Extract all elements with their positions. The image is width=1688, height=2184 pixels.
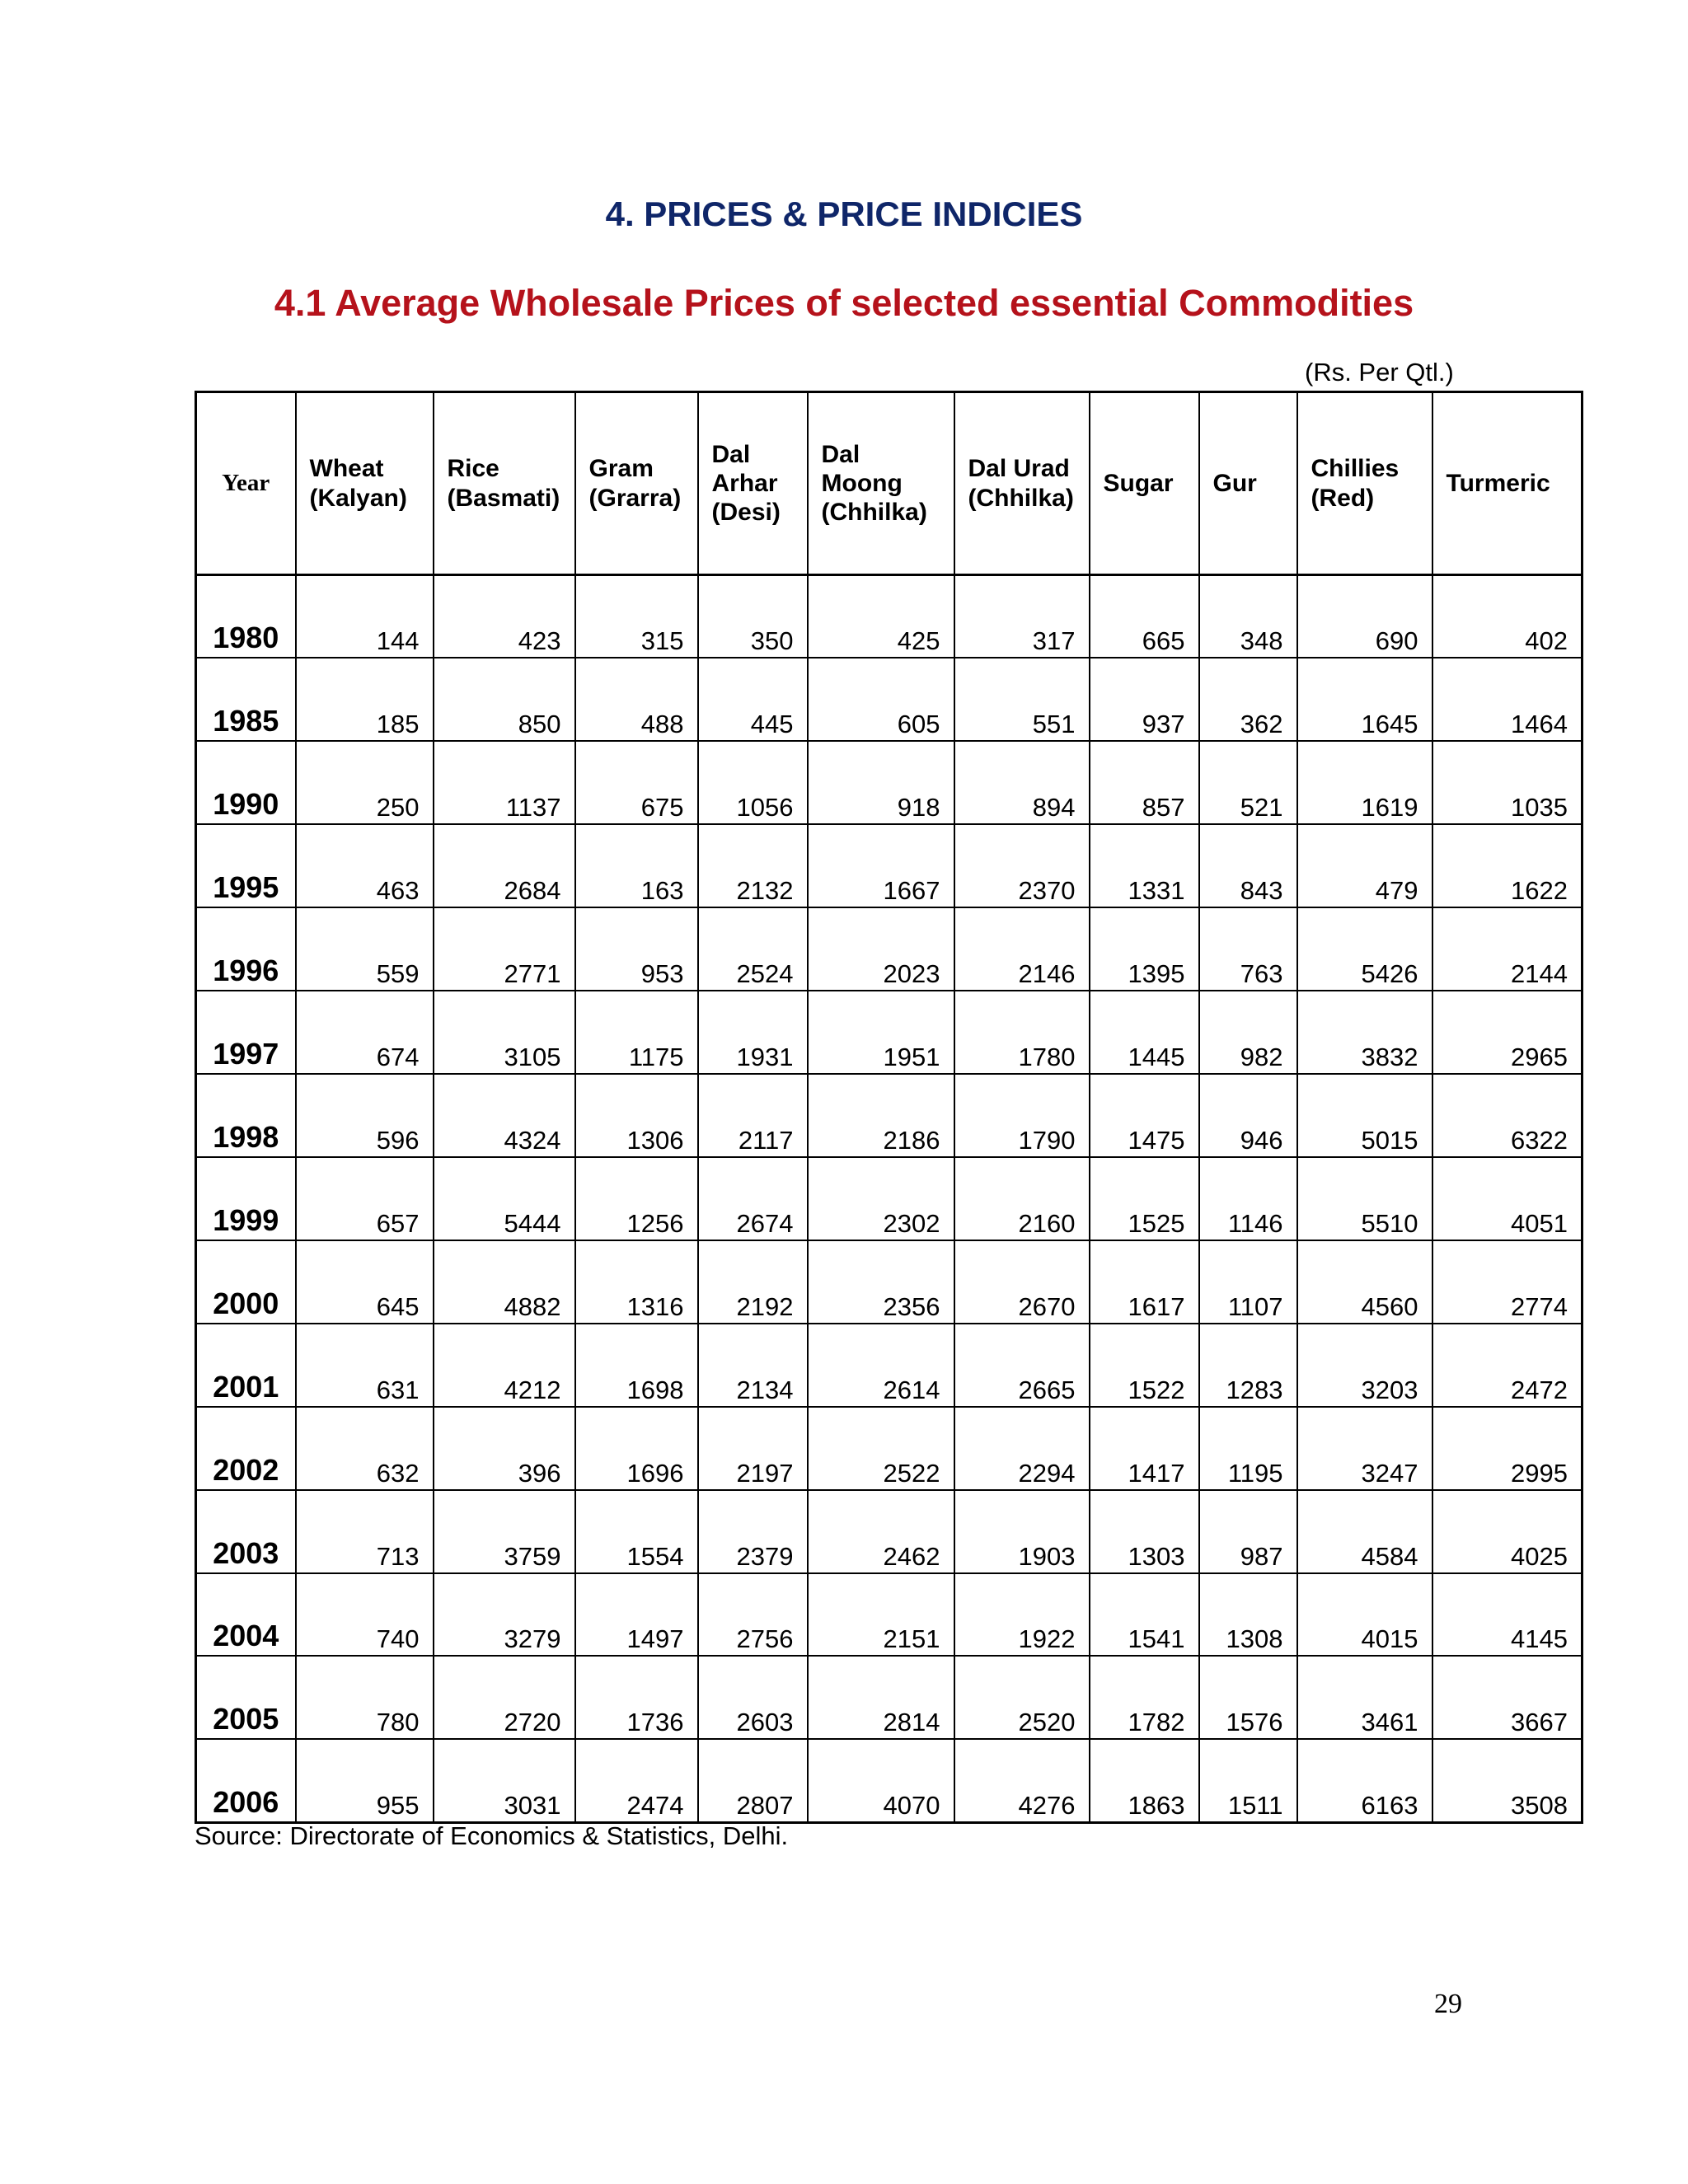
year-cell: 1997	[196, 991, 296, 1074]
price-cell: 2756	[698, 1573, 808, 1657]
price-cell: 3203	[1297, 1324, 1432, 1407]
price-cell: 1417	[1090, 1407, 1199, 1490]
price-cell: 2670	[954, 1240, 1090, 1324]
price-cell: 2614	[808, 1324, 954, 1407]
price-cell: 4882	[434, 1240, 575, 1324]
price-cell: 4025	[1432, 1490, 1582, 1573]
price-cell: 2134	[698, 1324, 808, 1407]
price-cell: 2520	[954, 1656, 1090, 1739]
price-cell: 1056	[698, 741, 808, 824]
price-cell: 1395	[1090, 907, 1199, 991]
price-cell: 1035	[1432, 741, 1582, 824]
price-cell: 2774	[1432, 1240, 1582, 1324]
price-cell: 3461	[1297, 1656, 1432, 1739]
column-header	[196, 392, 296, 575]
price-cell: 1790	[954, 1074, 1090, 1157]
price-cell: 955	[296, 1739, 434, 1822]
table-row	[196, 991, 1582, 1074]
price-cell: 713	[296, 1490, 434, 1573]
price-cell: 1316	[575, 1240, 698, 1324]
price-cell: 144	[296, 575, 434, 658]
price-cell: 1137	[434, 741, 575, 824]
column-header-line: Dal	[711, 440, 751, 468]
price-cell: 2132	[698, 824, 808, 907]
table-row	[196, 1573, 1582, 1657]
column-header	[808, 392, 954, 575]
price-cell: 2192	[698, 1240, 808, 1324]
price-cell: 2807	[698, 1739, 808, 1822]
year-cell: 2005	[196, 1656, 296, 1739]
prices-table	[195, 391, 1583, 1824]
column-header	[1432, 392, 1582, 575]
price-cell: 1511	[1199, 1739, 1297, 1822]
column-header-line: (Kalyan)	[309, 484, 407, 512]
price-cell: 1541	[1090, 1573, 1199, 1657]
price-cell: 3667	[1432, 1656, 1582, 1739]
year-cell: 2006	[196, 1739, 296, 1822]
price-cell: 2995	[1432, 1407, 1582, 1490]
price-cell: 1525	[1090, 1157, 1199, 1240]
price-cell: 2197	[698, 1407, 808, 1490]
price-cell: 4145	[1432, 1573, 1582, 1657]
price-cell: 605	[808, 658, 954, 741]
price-cell: 2023	[808, 907, 954, 991]
price-cell: 1645	[1297, 658, 1432, 741]
column-header	[954, 392, 1090, 575]
year-cell: 2000	[196, 1240, 296, 1324]
price-cell: 3759	[434, 1490, 575, 1573]
table-row	[196, 1240, 1582, 1324]
price-cell: 632	[296, 1407, 434, 1490]
price-cell: 2814	[808, 1656, 954, 1739]
price-cell: 2294	[954, 1407, 1090, 1490]
price-cell: 4015	[1297, 1573, 1432, 1657]
price-cell: 5426	[1297, 907, 1432, 991]
price-cell: 2151	[808, 1573, 954, 1657]
year-cell: 1995	[196, 824, 296, 907]
table-row	[196, 1739, 1582, 1822]
price-cell: 1780	[954, 991, 1090, 1074]
price-cell: 1617	[1090, 1240, 1199, 1324]
table-row	[196, 658, 1582, 741]
table-body	[196, 575, 1582, 1823]
price-cell: 3031	[434, 1739, 575, 1822]
price-cell: 1256	[575, 1157, 698, 1240]
price-cell: 1736	[575, 1656, 698, 1739]
price-cell: 1576	[1199, 1656, 1297, 1739]
price-cell: 6322	[1432, 1074, 1582, 1157]
price-cell: 1903	[954, 1490, 1090, 1573]
column-header-line: (Chhilka)	[821, 499, 927, 527]
page-title: 4. PRICES & PRICE INDICIES	[605, 194, 1083, 233]
price-cell: 3832	[1297, 991, 1432, 1074]
price-cell: 4584	[1297, 1490, 1432, 1573]
price-cell: 3508	[1432, 1739, 1582, 1822]
page-number: 29	[1434, 1989, 1462, 2019]
price-cell: 2144	[1432, 907, 1582, 991]
year-cell: 1985	[196, 658, 296, 741]
column-header-line: (Grarra)	[588, 484, 682, 512]
price-cell: 1863	[1090, 1739, 1199, 1822]
table-row	[196, 1490, 1582, 1573]
column-header-line: Rice	[447, 455, 499, 483]
price-cell: 2117	[698, 1074, 808, 1157]
price-cell: 348	[1199, 575, 1297, 658]
price-cell: 317	[954, 575, 1090, 658]
price-cell: 2462	[808, 1490, 954, 1573]
table-row	[196, 1157, 1582, 1240]
price-cell: 1445	[1090, 991, 1199, 1074]
price-cell: 1331	[1090, 824, 1199, 907]
column-header-line: Turmeric	[1446, 469, 1550, 497]
price-cell: 1175	[575, 991, 698, 1074]
column-header-line: Moong	[821, 469, 903, 497]
column-header-line: Sugar	[1103, 469, 1174, 497]
price-cell: 1522	[1090, 1324, 1199, 1407]
price-cell: 674	[296, 991, 434, 1074]
price-cell: 5444	[434, 1157, 575, 1240]
column-header-line: Chillies	[1311, 455, 1400, 483]
price-cell: 2674	[698, 1157, 808, 1240]
table-row	[196, 1074, 1582, 1157]
price-cell: 4212	[434, 1324, 575, 1407]
price-cell: 1698	[575, 1324, 698, 1407]
price-cell: 1303	[1090, 1490, 1199, 1573]
price-cell: 1951	[808, 991, 954, 1074]
price-cell: 1146	[1199, 1157, 1297, 1240]
price-cell: 479	[1297, 824, 1432, 907]
price-cell: 1306	[575, 1074, 698, 1157]
year-cell: 2002	[196, 1407, 296, 1490]
price-cell: 675	[575, 741, 698, 824]
column-header	[1090, 392, 1199, 575]
price-cell: 551	[954, 658, 1090, 741]
price-cell: 396	[434, 1407, 575, 1490]
column-header	[1199, 392, 1297, 575]
price-cell: 2356	[808, 1240, 954, 1324]
year-cell: 1996	[196, 907, 296, 991]
price-cell: 4051	[1432, 1157, 1582, 1240]
price-cell: 857	[1090, 741, 1199, 824]
column-header-line: Gram	[588, 455, 654, 483]
price-cell: 2472	[1432, 1324, 1582, 1407]
price-cell: 1782	[1090, 1656, 1199, 1739]
column-header-line: Gur	[1212, 469, 1257, 497]
table-header-row	[196, 392, 1582, 575]
column-header-line: (Red)	[1311, 484, 1375, 512]
price-cell: 2684	[434, 824, 575, 907]
price-cell: 2474	[575, 1739, 698, 1822]
price-cell: 1922	[954, 1573, 1090, 1657]
price-cell: 631	[296, 1324, 434, 1407]
table-row	[196, 824, 1582, 907]
price-cell: 5015	[1297, 1074, 1432, 1157]
year-cell: 2001	[196, 1324, 296, 1407]
price-cell: 1554	[575, 1490, 698, 1573]
price-cell: 2370	[954, 824, 1090, 907]
column-header	[698, 392, 808, 575]
price-cell: 2146	[954, 907, 1090, 991]
price-cell: 2302	[808, 1157, 954, 1240]
column-header-line: Year	[222, 469, 270, 496]
price-cell: 937	[1090, 658, 1199, 741]
price-cell: 2720	[434, 1656, 575, 1739]
column-header-line: Dal	[821, 440, 860, 468]
price-cell: 953	[575, 907, 698, 991]
price-cell: 657	[296, 1157, 434, 1240]
price-cell: 350	[698, 575, 808, 658]
price-cell: 1308	[1199, 1573, 1297, 1657]
price-cell: 982	[1199, 991, 1297, 1074]
price-cell: 4276	[954, 1739, 1090, 1822]
price-cell: 665	[1090, 575, 1199, 658]
price-cell: 1622	[1432, 824, 1582, 907]
column-header-line: (Desi)	[711, 499, 781, 527]
price-cell: 315	[575, 575, 698, 658]
price-cell: 918	[808, 741, 954, 824]
table-row	[196, 907, 1582, 991]
price-cell: 1667	[808, 824, 954, 907]
price-cell: 4070	[808, 1739, 954, 1822]
price-cell: 463	[296, 824, 434, 907]
column-header-line: (Chhilka)	[968, 484, 1074, 512]
year-cell: 1980	[196, 575, 296, 658]
price-cell: 6163	[1297, 1739, 1432, 1822]
price-cell: 2160	[954, 1157, 1090, 1240]
price-cell: 596	[296, 1074, 434, 1157]
column-header	[575, 392, 698, 575]
price-cell: 2965	[1432, 991, 1582, 1074]
table-row	[196, 575, 1582, 658]
price-cell: 559	[296, 907, 434, 991]
column-header-line: (Basmati)	[447, 484, 560, 512]
price-cell: 521	[1199, 741, 1297, 824]
year-cell: 1998	[196, 1074, 296, 1157]
table-title: 4.1 Average Wholesale Prices of selected essential Commodities	[274, 282, 1414, 324]
price-cell: 4324	[434, 1074, 575, 1157]
price-cell: 2771	[434, 907, 575, 991]
table-row	[196, 1407, 1582, 1490]
price-cell: 1464	[1432, 658, 1582, 741]
column-header	[296, 392, 434, 575]
price-cell: 1195	[1199, 1407, 1297, 1490]
price-cell: 763	[1199, 907, 1297, 991]
column-header-line: Dal Urad	[968, 455, 1070, 483]
price-cell: 423	[434, 575, 575, 658]
price-cell: 850	[434, 658, 575, 741]
price-cell: 645	[296, 1240, 434, 1324]
price-cell: 2522	[808, 1407, 954, 1490]
price-cell: 894	[954, 741, 1090, 824]
price-cell: 987	[1199, 1490, 1297, 1573]
price-cell: 5510	[1297, 1157, 1432, 1240]
price-cell: 3247	[1297, 1407, 1432, 1490]
price-cell: 1931	[698, 991, 808, 1074]
column-header-line: Arhar	[711, 469, 778, 497]
price-cell: 2665	[954, 1324, 1090, 1407]
price-cell: 2379	[698, 1490, 808, 1573]
price-cell: 3105	[434, 991, 575, 1074]
price-cell: 1696	[575, 1407, 698, 1490]
source-note: Source: Directorate of Economics & Statistics, Delhi.	[195, 1821, 789, 1850]
price-cell: 362	[1199, 658, 1297, 741]
table-row	[196, 1324, 1582, 1407]
year-cell: 2004	[196, 1573, 296, 1657]
price-cell: 425	[808, 575, 954, 658]
unit-note: (Rs. Per Qtl.)	[1305, 358, 1454, 387]
price-cell: 3279	[434, 1573, 575, 1657]
price-cell: 1475	[1090, 1074, 1199, 1157]
price-cell: 2603	[698, 1656, 808, 1739]
price-cell: 250	[296, 741, 434, 824]
price-cell: 946	[1199, 1074, 1297, 1157]
price-cell: 185	[296, 658, 434, 741]
price-cell: 2524	[698, 907, 808, 991]
price-cell: 1283	[1199, 1324, 1297, 1407]
price-cell: 1497	[575, 1573, 698, 1657]
price-cell: 2186	[808, 1074, 954, 1157]
year-cell: 1999	[196, 1157, 296, 1240]
column-header	[434, 392, 575, 575]
year-cell: 2003	[196, 1490, 296, 1573]
price-cell: 780	[296, 1656, 434, 1739]
price-cell: 402	[1432, 575, 1582, 658]
price-cell: 1619	[1297, 741, 1432, 824]
price-cell: 445	[698, 658, 808, 741]
price-cell: 1107	[1199, 1240, 1297, 1324]
table-row	[196, 741, 1582, 824]
price-cell: 4560	[1297, 1240, 1432, 1324]
price-cell: 740	[296, 1573, 434, 1657]
column-header	[1297, 392, 1432, 575]
price-cell: 690	[1297, 575, 1432, 658]
year-cell: 1990	[196, 741, 296, 824]
table-row	[196, 1656, 1582, 1739]
price-cell: 843	[1199, 824, 1297, 907]
column-header-line: Wheat	[309, 455, 384, 483]
price-cell: 163	[575, 824, 698, 907]
price-cell: 488	[575, 658, 698, 741]
